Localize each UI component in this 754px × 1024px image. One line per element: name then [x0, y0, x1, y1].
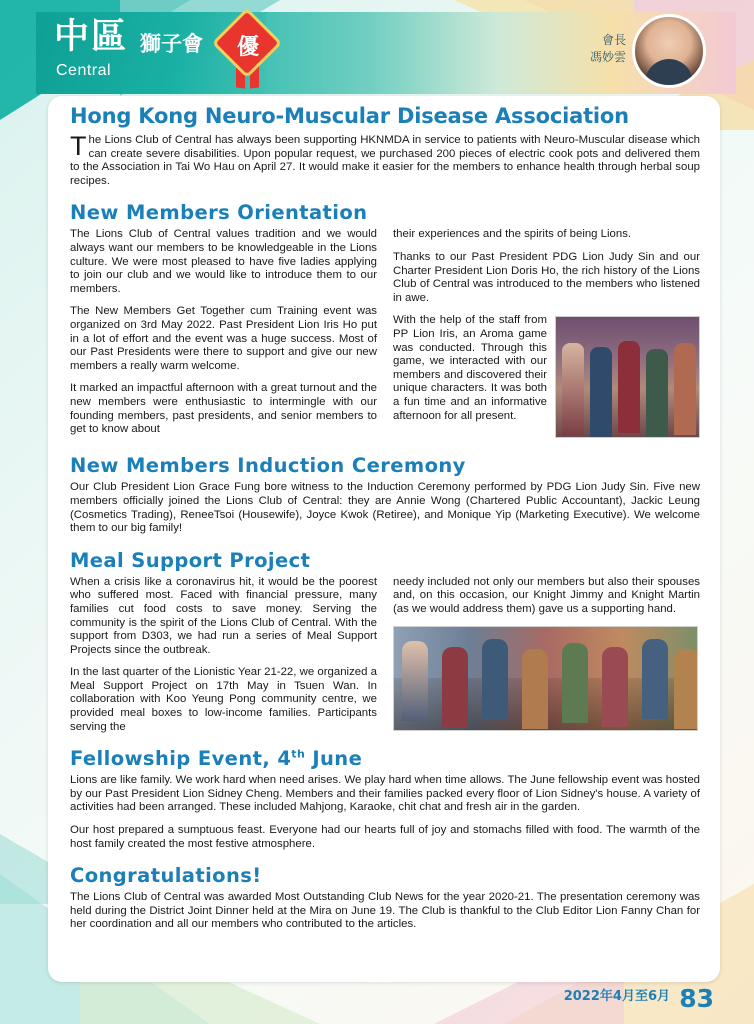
article-content: [70, 104, 700, 941]
orientation-group-photo: [555, 316, 700, 438]
paragraph: The Lions Club of Central values tradition and we would always want our members to be knowledgeable in the Lions culture. We were most pleased to have five ladies applying to join our club and we would like to introduce them to our members.: [70, 228, 377, 295]
fellowship-heading-sup: th: [291, 747, 306, 761]
meal-support-right-column: [393, 576, 700, 735]
club-logo-english: Central: [56, 62, 112, 79]
orientation-right-column: [393, 228, 700, 441]
paragraph: needy included not only our members but also their spouses and, on this occasion, our Knight Jimmy and Knight Martin (as we would address them) gave us a supporting hand.: [393, 575, 700, 615]
club-logo-chinese: 中區: [54, 17, 129, 57]
section-heading-congratulations: Congratulations!: [70, 864, 262, 888]
section-heading-orientation: New Members Orientation: [70, 201, 368, 225]
footer-date: 2022年4月至6月: [563, 989, 670, 1004]
award-badge-label: 優: [236, 35, 259, 60]
meal-support-photo: [393, 626, 698, 731]
section-heading-meal-support: Meal Support Project: [70, 548, 311, 572]
president-avatar: [632, 14, 706, 88]
paragraph: Lions are like family. We work hard when need arises. We play hard when time allows. The June fellowship event was hosted by our Past President Lion Sidney Cheng. Members and their families packed every floor of Lion Sidney's house. A variety of activities had been arranged. These included Mahjong, Karaoke, chit chat and fresh air in the garden.: [70, 774, 700, 814]
section-heading-fellowship: [70, 747, 700, 770]
intro-paragraph: The Lions Club of Central has always been supporting HKNMDA in service to patients with Neuro-Muscular disease which can create severe disabilities. Upon popular request, we purchased 200 pieces of electric cook pots and delivered them to the Association in Tai Wo Hau on April 27. It would make it easier for the members to enhance health through herbal soup recipes.: [70, 131, 700, 187]
paragraph: The New Members Get Together cum Training event was organized on 3rd May 2022. Past President Lion Iris Ho put in a lot of effort and the event was a huge success. Most of our Past Presidents were there to support and give our new members a really warm welcome.: [70, 305, 377, 372]
paragraph: Our host prepared a sumptuous feast. Everyone had our hearts full of joy and stomachs filled with food. The warmth of the host family created the most festive atmosphere.: [70, 824, 700, 850]
club-logo-chinese-sub: 獅子會: [140, 32, 203, 56]
award-rosette-icon: [222, 18, 276, 72]
orientation-left-column: [70, 228, 377, 441]
paragraph: their experiences and the spirits of being Lions.: [393, 228, 632, 241]
paragraph: When a crisis like a coronavirus hit, it would be the poorest who suffered most. Faced with financial pressure, many families cut food costs to save money. Serving the community is the spirit of the Lions Club of Central. With the support from D303, we had run a series of Meal Support Projects since the outbreak.: [70, 575, 377, 656]
paragraph: The Lions Club of Central was awarded Most Outstanding Club News for the year 2020-21. The presentation ceremony was held during the District Joint Dinner held at the Mira on June 19. The Club is thankful to the Club Editor Lion Fanny Chan for her coordination and all our members who contributed to the articles.: [70, 891, 700, 931]
section-heading-induction: New Members Induction Ceremony: [70, 454, 466, 478]
paragraph: Our Club President Lion Grace Fung bore witness to the Induction Ceremony performed by PDG Lion Judy Sin. Five new members officially joined the Lions Club of Central: they are Annie Wong (Chartered Public Accountant), Jackic Leung (Cosmetics Trading), ReneeTsoi (Housewife), Joyce Kwok (Retiree), and Monique Yip (Marketing Executive). We welcome them to our big family!: [70, 481, 700, 535]
paragraph: It marked an impactful afternoon with a great turnout and the new members were enthusiastic to intermingle with our founding members, past presidents, and senior members to get to know about: [70, 382, 377, 436]
meal-support-columns: [70, 576, 700, 735]
orientation-columns: [70, 228, 700, 441]
fellowship-heading-post: June: [305, 747, 363, 771]
paragraph: Thanks to our Past President PDG Lion Judy Sin and our Charter President Lion Doris Ho, the rich history of the Lions Club of Central was introduced to the members who listened in awe.: [393, 250, 700, 304]
fellowship-heading-pre: Fellowship Event, 4: [70, 747, 292, 771]
paragraph: In the last quarter of the Lionistic Year 21-22, we organized a Meal Support Project on 17th May in Tsuen Wan. In collaboration with Koo Yeung Pong community centre, we provided meal boxes to low-income families. Participants serving the: [70, 666, 377, 733]
president-info: [590, 32, 626, 66]
president-title: 會長: [601, 33, 626, 47]
article-card: [48, 96, 720, 982]
page-title: Hong Kong Neuro-Muscular Disease Association: [70, 104, 629, 128]
paragraph: With the help of the staff from PP Lion Iris, an Aroma game was conducted. Through this game, we interacted with our members and discovered their unique characters. It was both a fun time and an informative afternoon for all present.: [393, 314, 547, 422]
page-number: 83: [679, 984, 714, 1013]
meal-support-left-column: [70, 576, 377, 735]
president-name: 馮妙雲: [589, 50, 626, 64]
